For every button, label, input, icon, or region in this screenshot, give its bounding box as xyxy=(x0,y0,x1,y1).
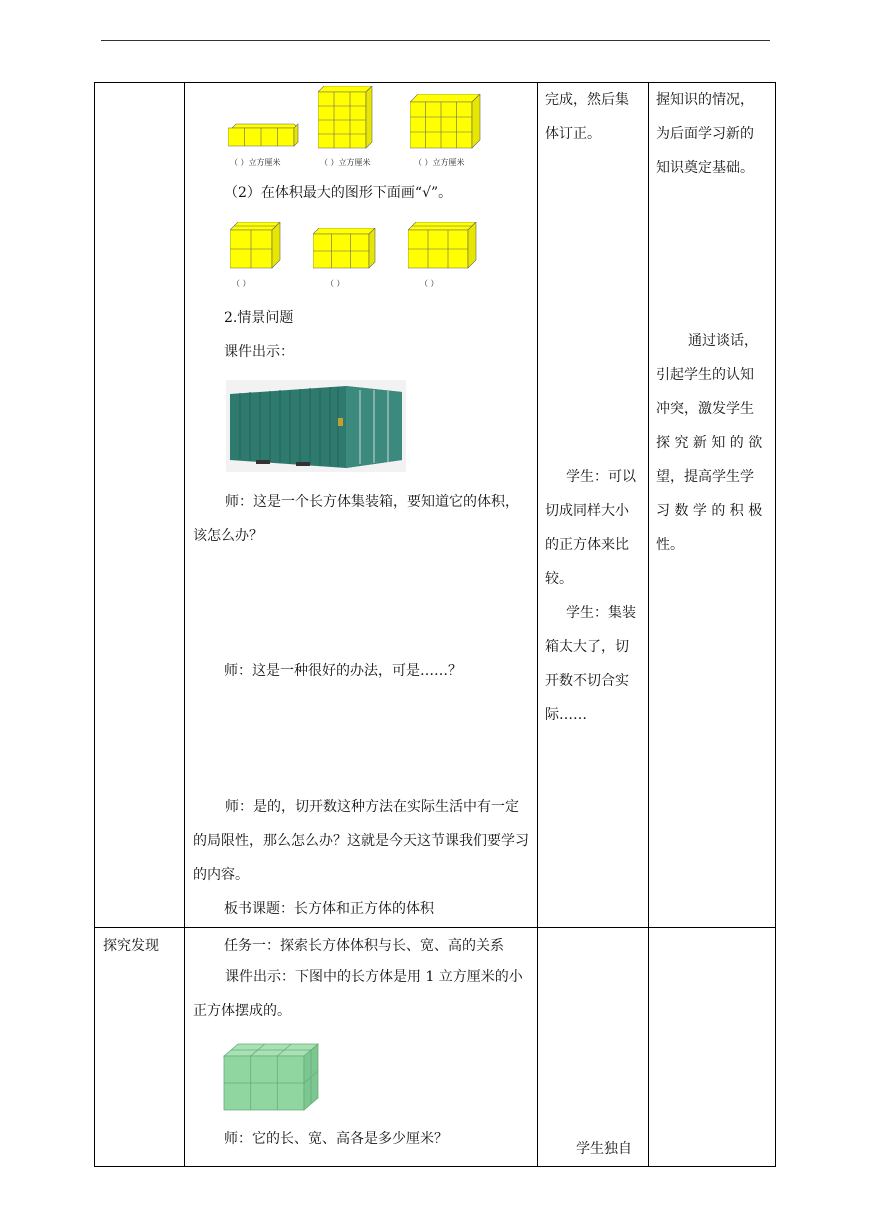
student-answer-1-line-4: 较。 xyxy=(545,571,573,587)
yellow-cuboid-option-c xyxy=(408,222,478,270)
table-top-border xyxy=(94,82,776,83)
table-col-divider-2 xyxy=(537,82,538,1167)
table-col-divider-1 xyxy=(184,82,185,1167)
intent-para-2-line-3: 冲突，激发学生 xyxy=(656,401,754,417)
volume-label-1: （ ）立方厘米 xyxy=(230,158,281,167)
student-answer-2-line-4: 际…… xyxy=(545,707,587,723)
intent-para-2-line-7: 性。 xyxy=(656,537,684,553)
student-answer-2-line-1: 学生：集装 xyxy=(566,605,636,621)
table-right-border xyxy=(775,82,776,1167)
table-bottom-border xyxy=(94,1166,776,1167)
student-answer-1-line-2: 切成同样大小 xyxy=(545,503,629,519)
teacher-question-1: 师：这是一个长方体集装箱，要知道它的体积，该怎么办？ xyxy=(193,494,519,544)
yellow-cuboid-2x4-tall-figure xyxy=(318,86,374,150)
student-answer-1-line-3: 的正方体来比 xyxy=(545,537,629,553)
yellow-cuboid-option-a xyxy=(230,222,282,270)
intent-para-2-line-5: 望，提高学生学 xyxy=(656,469,754,485)
student-answer-2-line-2: 箱太大了，切 xyxy=(545,639,629,655)
yellow-cuboid-option-b xyxy=(313,228,377,270)
teacher-question-3: 师：是的，切开数这种方法在实际生活中有一定的局限性，那么怎么办？这就是今天这节课我们要学习的内容。 xyxy=(193,799,529,883)
question-2: （2）在体积最大的图形下面画“√”。 xyxy=(224,185,453,201)
intent-para-2-line-4: 探 究 新 知 的 欲 xyxy=(656,435,763,451)
explore-teacher-question: 师：它的长、宽、高各是多少厘米？ xyxy=(224,1131,448,1147)
intent-line-2: 为后面学习新的 xyxy=(656,126,754,142)
shipping-container-image xyxy=(226,380,406,472)
scenario-heading: 2.情景问题 xyxy=(224,310,294,326)
yellow-cuboid-1x4-figure xyxy=(228,122,300,148)
student-answer-1-line-1: 学生：可以 xyxy=(566,469,636,485)
student-line-2: 体订正。 xyxy=(545,126,601,142)
table-left-border xyxy=(94,82,95,1167)
intent-para-2-line-1: 通过谈话， xyxy=(688,333,758,349)
teacher-question-2: 师：这是一种很好的办法，可是……？ xyxy=(224,663,462,679)
green-cuboid-figure xyxy=(222,1042,322,1112)
task-1: 任务一：探索长方体体积与长、宽、高的关系 xyxy=(224,938,504,954)
answer-paren-c[interactable]: （ ） xyxy=(420,279,439,288)
intent-para-2-line-6: 习 数 学 的 积 极 xyxy=(656,503,763,519)
answer-paren-b[interactable]: （ ） xyxy=(326,279,345,288)
stage-label: 探究发现 xyxy=(103,938,159,954)
student-line-1: 完成，然后集 xyxy=(545,92,629,108)
volume-label-3: （ ）立方厘米 xyxy=(414,158,465,167)
table-col-divider-3 xyxy=(648,82,649,1167)
board-title: 板书课题：长方体和正方体的体积 xyxy=(224,901,434,917)
student-bottom-text: 学生独自 xyxy=(576,1141,632,1157)
table-row-divider xyxy=(94,927,776,928)
header-rule xyxy=(101,40,770,41)
yellow-cuboid-3x4-figure xyxy=(410,94,482,150)
intent-line-3: 知识奠定基础。 xyxy=(656,160,754,176)
answer-paren-a[interactable]: （ ） xyxy=(232,279,251,288)
intent-para-2-line-2: 引起学生的认知 xyxy=(656,367,754,383)
explore-courseware: 课件出示：下图中的长方体是用 1 立方厘米的小正方体摆成的。 xyxy=(193,969,523,1019)
student-answer-2-line-3: 开数不切合实 xyxy=(545,673,629,689)
scenario-courseware: 课件出示： xyxy=(224,344,294,360)
volume-label-2: （ ）立方厘米 xyxy=(320,158,371,167)
intent-line-1: 握知识的情况， xyxy=(656,92,754,108)
